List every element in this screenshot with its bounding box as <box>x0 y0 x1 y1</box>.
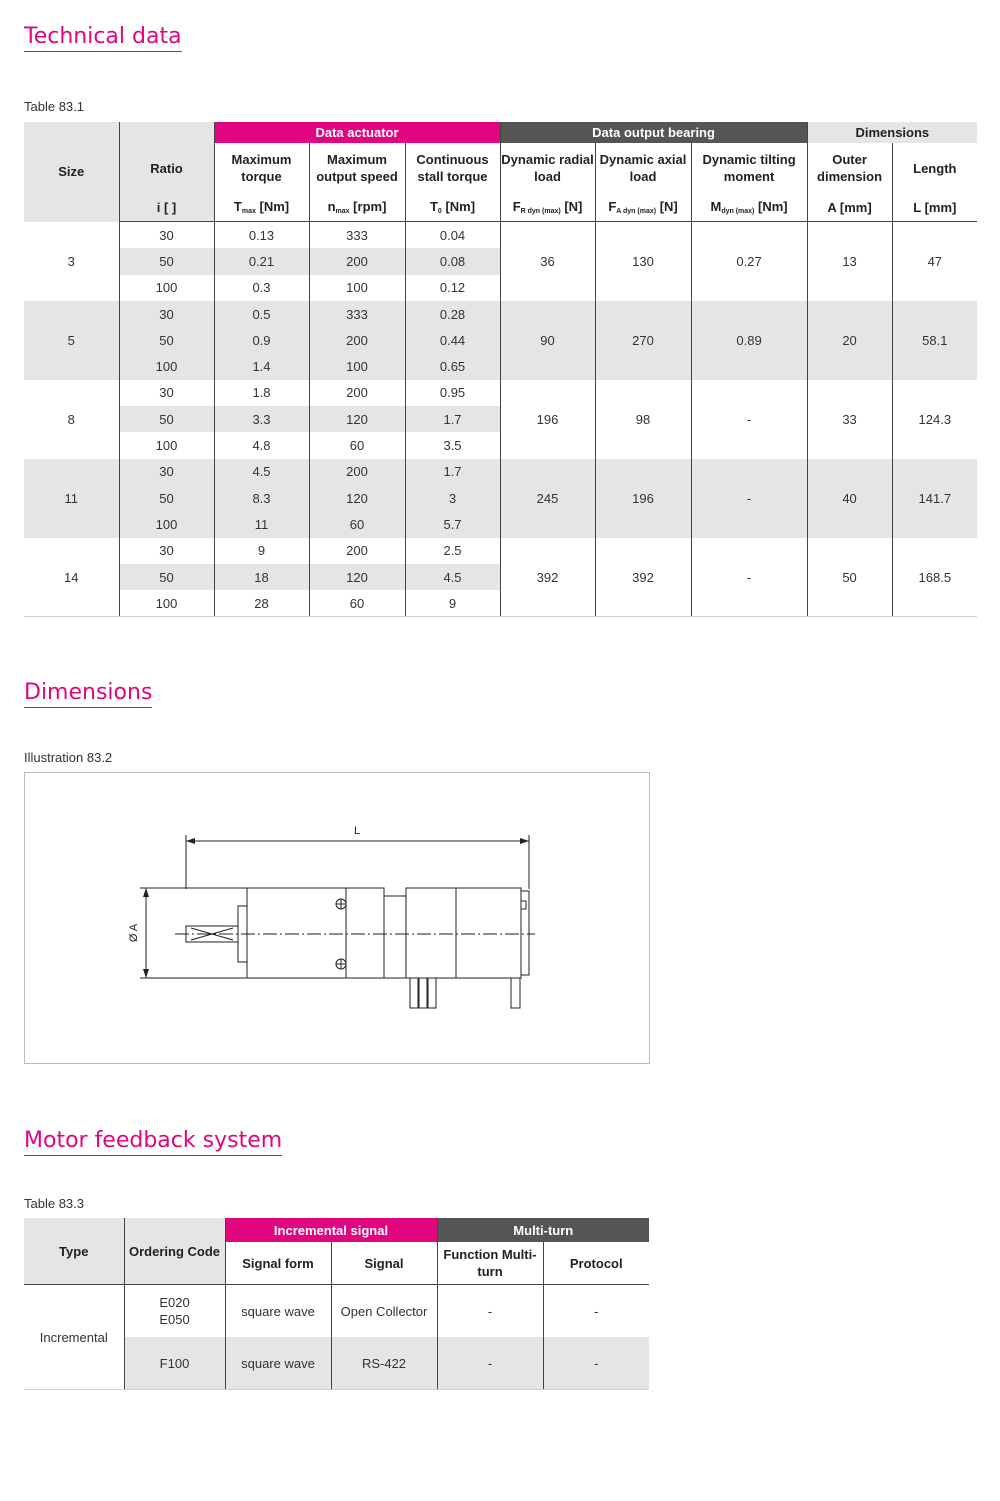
cell-dynamic-tilting-moment: - <box>691 380 807 459</box>
cell-max-output-speed: 200 <box>309 327 405 353</box>
cell-outer-dimension: 33 <box>807 380 892 459</box>
cell-continuous-stall-torque: 0.44 <box>405 327 500 353</box>
cell-max-torque: 4.8 <box>214 432 309 458</box>
header-dynamic-tilting-moment: Dynamic tilting moment <box>691 143 807 193</box>
cell-dynamic-axial-load: 98 <box>595 380 691 459</box>
encoder-body <box>456 888 521 978</box>
unit-l: L [mm] <box>892 193 977 222</box>
cell-length: 58.1 <box>892 301 977 380</box>
section-title-motor-feedback-system: Motor feedback system <box>24 1128 282 1156</box>
cell-length: 141.7 <box>892 459 977 538</box>
cell-max-output-speed: 60 <box>309 590 405 617</box>
cell-max-output-speed: 60 <box>309 511 405 537</box>
cell-max-output-speed: 100 <box>309 275 405 301</box>
dimension-drawing <box>24 772 650 1064</box>
terminal-pin-1 <box>410 978 418 1008</box>
cell-continuous-stall-torque: 1.7 <box>405 406 500 432</box>
cell-max-torque: 0.21 <box>214 248 309 274</box>
cell-dynamic-axial-load: 270 <box>595 301 691 380</box>
cell-max-torque: 1.4 <box>214 353 309 379</box>
cell-max-torque: 0.3 <box>214 275 309 301</box>
label-length: L <box>353 825 361 837</box>
cell-max-torque: 28 <box>214 590 309 617</box>
cell-ordering-code: F100 <box>124 1337 225 1390</box>
cell-max-torque: 0.5 <box>214 301 309 327</box>
cell-function: - <box>437 1285 543 1338</box>
cell-ratio: 50 <box>119 406 214 432</box>
cell-continuous-stall-torque: 3.5 <box>405 432 500 458</box>
cell-continuous-stall-torque: 4.5 <box>405 564 500 590</box>
table-row <box>24 459 977 485</box>
group-header-data-actuator: Data actuator <box>214 122 500 143</box>
table-row <box>24 380 977 406</box>
cell-dynamic-radial-load: 245 <box>500 459 595 538</box>
actuator-drawing <box>25 773 649 1063</box>
cell-dynamic-axial-load: 196 <box>595 459 691 538</box>
group-header-data-output-bearing: Data output bearing <box>500 122 807 143</box>
cell-size: 11 <box>24 459 119 538</box>
cell-continuous-stall-torque: 0.65 <box>405 353 500 379</box>
label-diameter: Ø A <box>128 923 140 943</box>
cell-continuous-stall-torque: 3 <box>405 485 500 511</box>
cell-protocol: - <box>543 1285 649 1338</box>
terminal-pin-3 <box>428 978 436 1008</box>
unit-fa: $F_{A dyn (max)}$ [N] <box>595 193 691 222</box>
terminal-pin-2 <box>419 978 427 1008</box>
cell-max-output-speed: 200 <box>309 538 405 564</box>
cell-dynamic-axial-load: 130 <box>595 222 691 301</box>
cell-max-output-speed: 333 <box>309 222 405 249</box>
unit-a: A [mm] <box>807 193 892 222</box>
cell-ratio: 100 <box>119 432 214 458</box>
cell-dynamic-radial-load: 392 <box>500 538 595 617</box>
cell-signal: RS-422 <box>331 1337 437 1390</box>
header-size: Size <box>24 122 119 222</box>
header-ratio-group-spacer <box>119 122 214 143</box>
cell-outer-dimension: 50 <box>807 538 892 617</box>
cell-max-output-speed: 120 <box>309 564 405 590</box>
encoder-connector <box>521 901 526 909</box>
cell-max-torque: 1.8 <box>214 380 309 406</box>
cell-max-output-speed: 200 <box>309 380 405 406</box>
cell-length: 124.3 <box>892 380 977 459</box>
cell-continuous-stall-torque: 2.5 <box>405 538 500 564</box>
cell-dynamic-radial-load: 196 <box>500 380 595 459</box>
cell-length: 47 <box>892 222 977 301</box>
cell-outer-dimension: 13 <box>807 222 892 301</box>
group-header-incremental-signal: Incremental signal <box>225 1218 437 1242</box>
motor-coupling <box>384 896 406 978</box>
table-caption: Table 83.3 <box>24 1196 84 1211</box>
cell-continuous-stall-torque: 0.28 <box>405 301 500 327</box>
cell-outer-dimension: 20 <box>807 301 892 380</box>
cell-max-torque: 18 <box>214 564 309 590</box>
header-signal: Signal <box>331 1242 437 1285</box>
table-row <box>24 222 977 249</box>
cell-max-output-speed: 200 <box>309 459 405 485</box>
table-row <box>24 538 977 564</box>
cell-length: 168.5 <box>892 538 977 617</box>
cell-dynamic-tilting-moment: 0.27 <box>691 222 807 301</box>
cell-max-output-speed: 333 <box>309 301 405 327</box>
group-header-multi-turn: Multi-turn <box>437 1218 649 1242</box>
technical-data-table <box>24 122 977 617</box>
cell-ratio: 30 <box>119 301 214 327</box>
cell-max-output-speed: 60 <box>309 432 405 458</box>
cell-ratio: 50 <box>119 248 214 274</box>
cell-continuous-stall-torque: 0.12 <box>405 275 500 301</box>
cell-max-output-speed: 120 <box>309 406 405 432</box>
cell-ratio: 100 <box>119 590 214 617</box>
cell-ratio: 30 <box>119 380 214 406</box>
table-row <box>24 301 977 327</box>
header-outer-dimension: Outer dimension <box>807 143 892 193</box>
arrow-up-icon <box>143 888 149 897</box>
header-signal-form: Signal form <box>225 1242 331 1285</box>
header-ratio: Ratio <box>119 143 214 193</box>
cell-dynamic-axial-load: 392 <box>595 538 691 617</box>
header-protocol: Protocol <box>543 1242 649 1285</box>
header-type: Type <box>24 1218 124 1285</box>
cell-max-torque: 0.13 <box>214 222 309 249</box>
cell-size: 14 <box>24 538 119 617</box>
cell-max-torque: 11 <box>214 511 309 537</box>
cell-dynamic-tilting-moment: - <box>691 459 807 538</box>
cell-ratio: 100 <box>119 511 214 537</box>
cell-signal: Open Collector <box>331 1285 437 1338</box>
encoder-cap <box>521 891 529 975</box>
illustration-caption: Illustration 83.2 <box>24 750 113 765</box>
unit-t0: $T_0$ [Nm] <box>405 193 500 222</box>
unit-tmax: $T_{max}$ [Nm] <box>214 193 309 222</box>
cell-ratio: 100 <box>119 275 214 301</box>
cell-size: 3 <box>67 253 75 269</box>
cell-ratio: 30 <box>119 222 214 249</box>
arrow-right-icon <box>520 838 529 844</box>
cell-size: 8 <box>67 411 75 427</box>
cell-dynamic-tilting-moment: 0.89 <box>691 301 807 380</box>
section-title-technical-data: Technical data <box>24 24 182 52</box>
terminal-pin-4 <box>511 978 520 1008</box>
cell-max-output-speed: 120 <box>309 485 405 511</box>
arrow-down-icon <box>143 969 149 978</box>
cell-outer-dimension: 40 <box>807 459 892 538</box>
table-caption: Table 83.1 <box>24 99 84 114</box>
cell-max-output-speed: 200 <box>309 248 405 274</box>
cell-protocol: - <box>543 1337 649 1390</box>
cell-ratio: 100 <box>119 353 214 379</box>
cell-function: - <box>437 1337 543 1390</box>
motor-feedback-table <box>24 1218 649 1390</box>
header-dynamic-axial-load: Dynamic axial load <box>595 143 691 193</box>
cell-dynamic-radial-load: 90 <box>500 301 595 380</box>
cell-max-torque: 9 <box>214 538 309 564</box>
table-row <box>24 1285 649 1338</box>
cell-continuous-stall-torque: 9 <box>405 590 500 617</box>
cell-continuous-stall-torque: 1.7 <box>405 459 500 485</box>
arrow-left-icon <box>186 838 195 844</box>
cell-ratio: 30 <box>119 459 214 485</box>
cell-ratio: 50 <box>119 327 214 353</box>
header-maximum-torque: Maximum torque <box>214 143 309 193</box>
header-maximum-output-speed: Maximum output speed <box>309 143 405 193</box>
header-continuous-stall-torque: Continuous stall torque <box>405 143 500 193</box>
cell-ratio: 30 <box>119 538 214 564</box>
cell-continuous-stall-torque: 0.04 <box>405 222 500 249</box>
cell-dynamic-tilting-moment: - <box>691 538 807 617</box>
header-ordering-code: Ordering Code <box>124 1218 225 1285</box>
header-function-multi-turn: Function Multi-turn <box>437 1242 543 1285</box>
cell-ratio: 50 <box>119 564 214 590</box>
gearbox-cap <box>346 888 384 978</box>
unit-m: $M_{dyn (max)}$ [Nm] <box>691 193 807 222</box>
cell-ordering-code: E020 E050 <box>124 1285 225 1338</box>
header-length: Length <box>892 143 977 193</box>
header-dynamic-radial-load: Dynamic radial load <box>500 143 595 193</box>
unit-fr: $F_{R dyn (max)}$ [N] <box>500 193 595 222</box>
cell-max-torque: 4.5 <box>214 459 309 485</box>
motor-body <box>406 888 456 978</box>
gearbox-body <box>247 888 346 978</box>
unit-ratio: i [ ] <box>119 193 214 222</box>
unit-nmax: $n_{max}$ [rpm] <box>309 193 405 222</box>
section-title-dimensions: Dimensions <box>24 680 152 708</box>
cell-signal-form: square wave <box>225 1285 331 1338</box>
group-header-dimensions: Dimensions <box>807 122 977 143</box>
cell-continuous-stall-torque: 0.08 <box>405 248 500 274</box>
cell-dynamic-radial-load: 36 <box>500 222 595 301</box>
cell-max-torque: 3.3 <box>214 406 309 432</box>
cell-ratio: 50 <box>119 485 214 511</box>
cell-max-torque: 0.9 <box>214 327 309 353</box>
cell-size: 5 <box>24 301 119 380</box>
cell-max-torque: 8.3 <box>214 485 309 511</box>
cell-type: Incremental <box>24 1285 124 1390</box>
cell-max-output-speed: 100 <box>309 353 405 379</box>
cell-continuous-stall-torque: 5.7 <box>405 511 500 537</box>
cell-continuous-stall-torque: 0.95 <box>405 380 500 406</box>
cell-signal-form: square wave <box>225 1337 331 1390</box>
